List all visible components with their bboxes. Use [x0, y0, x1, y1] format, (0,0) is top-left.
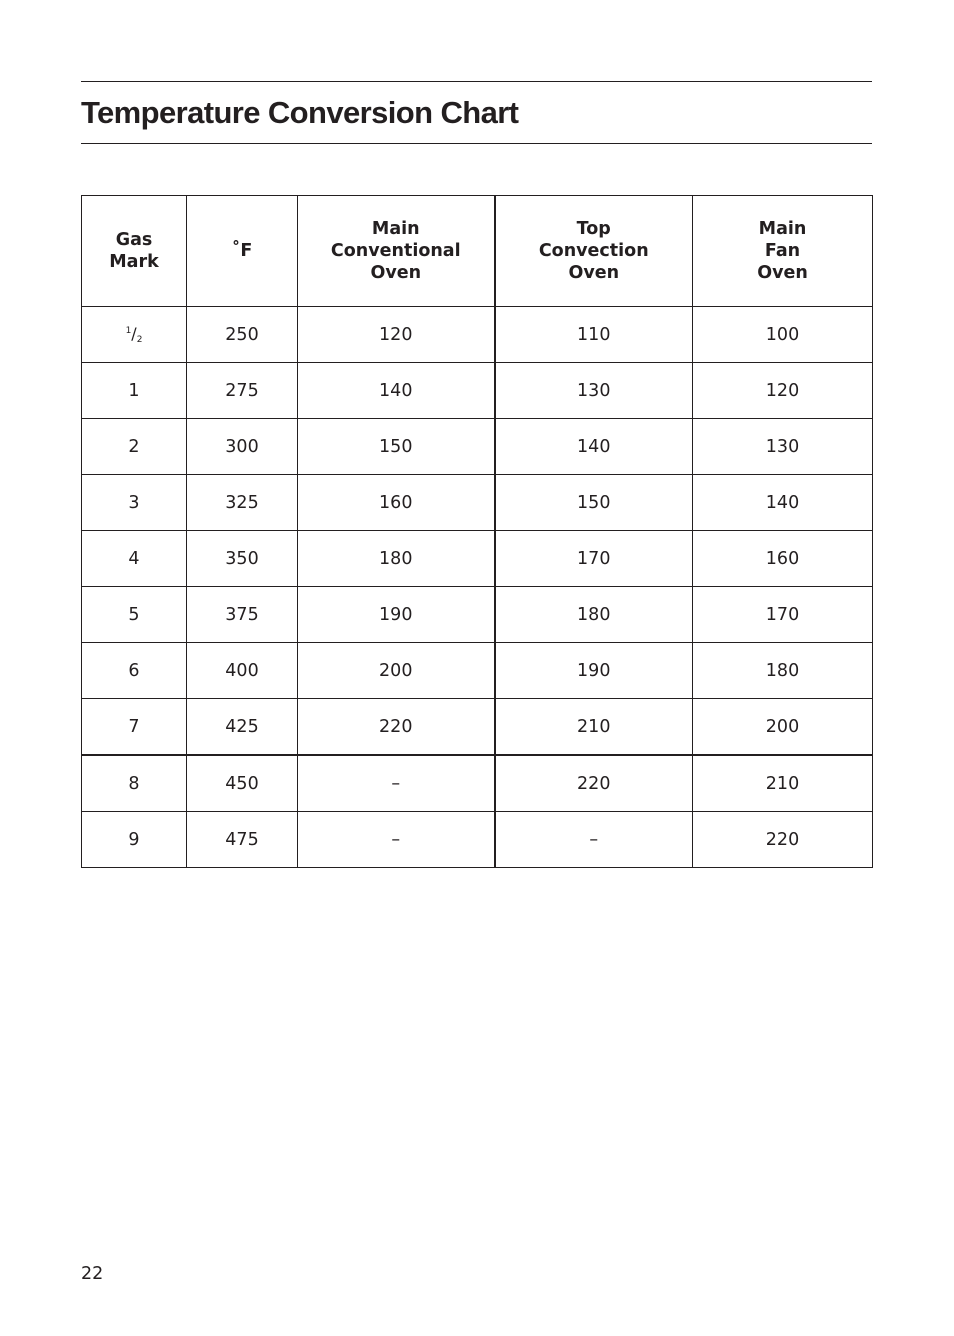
- cell-main-conventional: 150: [298, 419, 495, 475]
- cell-gas-mark: 9: [82, 812, 187, 868]
- header-main-conventional-oven: Main Conventional Oven: [298, 196, 495, 307]
- top-rule: [81, 81, 872, 82]
- cell-main-fan: 160: [693, 531, 873, 587]
- cell-gas-mark: 7: [82, 699, 187, 756]
- cell-top-convection: 220: [495, 755, 693, 812]
- cell-fahrenheit: 300: [187, 419, 298, 475]
- cell-main-fan: 180: [693, 643, 873, 699]
- cell-main-fan: 100: [693, 307, 873, 363]
- cell-main-conventional: –: [298, 755, 495, 812]
- header-gas-mark: Gas Mark: [82, 196, 187, 307]
- table-row: [82, 587, 873, 643]
- table-row: [82, 755, 873, 812]
- cell-top-convection: 140: [495, 419, 693, 475]
- cell-top-convection: 130: [495, 363, 693, 419]
- page-title: Temperature Conversion Chart: [81, 95, 519, 130]
- cell-fahrenheit: 325: [187, 475, 298, 531]
- cell-gas-mark: 6: [82, 643, 187, 699]
- title-underline-rule: [81, 143, 872, 144]
- cell-gas-mark: 3: [82, 475, 187, 531]
- table-header-row: [82, 196, 873, 307]
- cell-gas-mark: 5: [82, 587, 187, 643]
- cell-gas-mark: [82, 307, 187, 363]
- cell-fahrenheit: 425: [187, 699, 298, 756]
- cell-fahrenheit: 250: [187, 307, 298, 363]
- cell-main-conventional: 140: [298, 363, 495, 419]
- table-row: [82, 475, 873, 531]
- cell-gas-mark: 4: [82, 531, 187, 587]
- cell-main-conventional: –: [298, 812, 495, 868]
- header-fahrenheit: ˚F: [187, 196, 298, 307]
- page-number: 22: [81, 1264, 104, 1284]
- cell-fahrenheit: 475: [187, 812, 298, 868]
- cell-top-convection: 180: [495, 587, 693, 643]
- cell-top-convection: 210: [495, 699, 693, 756]
- cell-fahrenheit: 350: [187, 531, 298, 587]
- table-row: [82, 531, 873, 587]
- cell-fahrenheit: 275: [187, 363, 298, 419]
- cell-main-fan: 120: [693, 363, 873, 419]
- fraction-half: $^1/_2$: [125, 324, 143, 345]
- cell-fahrenheit: 375: [187, 587, 298, 643]
- header-main-fan-oven: Main Fan Oven: [693, 196, 873, 307]
- cell-main-fan: 140: [693, 475, 873, 531]
- table-row: [82, 699, 873, 756]
- cell-main-fan: 130: [693, 419, 873, 475]
- table-row: [82, 307, 873, 363]
- table-row: [82, 812, 873, 868]
- cell-main-conventional: 160: [298, 475, 495, 531]
- table-row: [82, 643, 873, 699]
- cell-fahrenheit: 450: [187, 755, 298, 812]
- cell-gas-mark: 8: [82, 755, 187, 812]
- cell-main-conventional: 220: [298, 699, 495, 756]
- cell-top-convection: 150: [495, 475, 693, 531]
- cell-top-convection: 110: [495, 307, 693, 363]
- cell-top-convection: –: [495, 812, 693, 868]
- table-row: [82, 419, 873, 475]
- cell-main-fan: 210: [693, 755, 873, 812]
- cell-main-fan: 170: [693, 587, 873, 643]
- cell-main-conventional: 180: [298, 531, 495, 587]
- cell-top-convection: 170: [495, 531, 693, 587]
- cell-top-convection: 190: [495, 643, 693, 699]
- cell-main-fan: 220: [693, 812, 873, 868]
- cell-main-conventional: 200: [298, 643, 495, 699]
- table-row: [82, 363, 873, 419]
- cell-main-conventional: 190: [298, 587, 495, 643]
- cell-main-fan: 200: [693, 699, 873, 756]
- temperature-conversion-table: [81, 195, 873, 868]
- cell-main-conventional: 120: [298, 307, 495, 363]
- cell-gas-mark: 2: [82, 419, 187, 475]
- cell-fahrenheit: 400: [187, 643, 298, 699]
- cell-gas-mark: 1: [82, 363, 187, 419]
- header-top-convection-oven: Top Convection Oven: [495, 196, 693, 307]
